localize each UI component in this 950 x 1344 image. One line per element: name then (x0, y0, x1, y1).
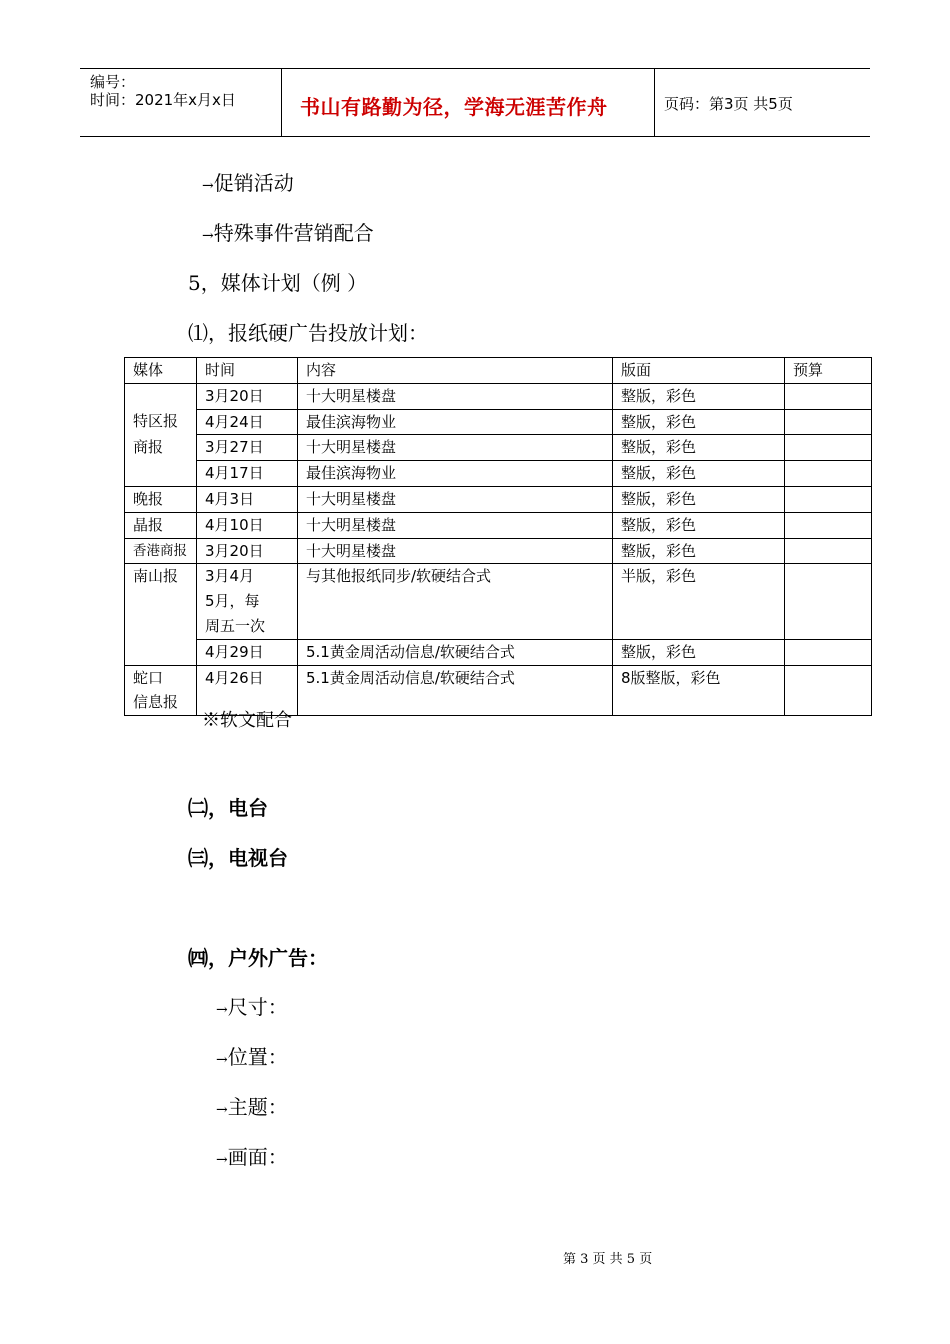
col-header-budget: 预算 (785, 358, 872, 384)
arrow-icon: → (216, 1002, 228, 1018)
time-label: 时间：2021年x月x日 (90, 91, 236, 109)
media-cell: 蛇口 信息报 (125, 665, 197, 716)
budget-cell (785, 461, 872, 487)
content-cell: 5.1黄金周活动信息/软硬结合式 (298, 639, 613, 665)
content-cell: 十大明星楼盘 (298, 538, 613, 564)
time-cell: 4月10日 (197, 512, 298, 538)
layout-cell: 整版，彩色 (613, 486, 785, 512)
content-cell: 十大明星楼盘 (298, 383, 613, 409)
arrow-icon: → (216, 1102, 228, 1118)
header-divider-2 (654, 68, 655, 136)
time-cell: 3月20日 (197, 383, 298, 409)
col-header-time: 时间 (197, 358, 298, 384)
time-cell: 3月27日 (197, 435, 298, 461)
table-row (125, 564, 872, 639)
content-cell: 5.1黄金周活动信息/软硬结合式 (298, 665, 613, 716)
theme-item: →主题： (216, 1095, 288, 1119)
media-cell (125, 383, 197, 409)
promo-item: →促销活动 (202, 171, 294, 195)
table-row (125, 512, 872, 538)
layout-cell: 整版，彩色 (613, 639, 785, 665)
layout-cell: 整版，彩色 (613, 538, 785, 564)
time-cell: 4月29日 (197, 639, 298, 665)
col-header-media: 媒体 (125, 358, 197, 384)
time-cell: 4月24日 (197, 409, 298, 435)
content-cell: 十大明星楼盘 (298, 512, 613, 538)
time-cell: 4月17日 (197, 461, 298, 487)
content-cell: 十大明星楼盘 (298, 486, 613, 512)
soft-note: ※软文配合 (202, 710, 292, 731)
col-header-content: 内容 (298, 358, 613, 384)
newspaper-plan-table (124, 357, 872, 716)
arrow-icon: → (216, 1152, 228, 1168)
layout-cell: 整版，彩色 (613, 409, 785, 435)
budget-cell (785, 383, 872, 409)
arrow-icon: → (202, 178, 214, 194)
table-row (125, 435, 872, 461)
time-cell: 4月3日 (197, 486, 298, 512)
layout-cell: 整版，彩色 (613, 461, 785, 487)
header-top-rule (80, 68, 870, 69)
media-cell (125, 639, 197, 665)
layout-cell: 整版，彩色 (613, 512, 785, 538)
visual-item: →画面： (216, 1145, 288, 1169)
table-row (125, 461, 872, 487)
layout-cell: 整版，彩色 (613, 435, 785, 461)
table-row (125, 383, 872, 409)
table-row (125, 486, 872, 512)
layout-cell: 半版，彩色 (613, 564, 785, 639)
page-footer: 第 3 页 共 5 页 (563, 1252, 653, 1267)
media-cell: 晶报 (125, 512, 197, 538)
header-page-info: 页码：第3页 共5页 (664, 95, 793, 113)
tv-heading: ㈢，电视台 (188, 846, 288, 870)
budget-cell (785, 665, 872, 716)
time-cell: 4月26日 (197, 665, 298, 716)
table-row (125, 538, 872, 564)
header-motto: 书山有路勤为径，学海无涯苦作舟 (300, 95, 608, 119)
budget-cell (785, 639, 872, 665)
header-divider-1 (281, 68, 282, 136)
media-cell: 南山报 (125, 564, 197, 639)
radio-heading: ㈡，电台 (188, 796, 268, 820)
content-cell: 与其他报纸同步/软硬结合式 (298, 564, 613, 639)
time-cell: 3月4月 5月，每 周五一次 (197, 564, 298, 639)
time-cell: 3月20日 (197, 538, 298, 564)
content-cell: 十大明星楼盘 (298, 435, 613, 461)
table-header-row (125, 358, 872, 384)
budget-cell (785, 409, 872, 435)
arrow-icon: → (216, 1052, 228, 1068)
header-bottom-rule (80, 136, 870, 137)
budget-cell (785, 435, 872, 461)
size-item: →尺寸： (216, 995, 288, 1019)
table-row (125, 409, 872, 435)
layout-cell: 整版，彩色 (613, 383, 785, 409)
media-cell: 商报 (125, 435, 197, 461)
position-item: →位置： (216, 1045, 288, 1069)
media-cell: 特区报 (125, 409, 197, 435)
budget-cell (785, 512, 872, 538)
table-row (125, 639, 872, 665)
special-event-item: →特殊事件营销配合 (202, 221, 374, 245)
content-cell: 最佳滨海物业 (298, 409, 613, 435)
budget-cell (785, 538, 872, 564)
media-cell: 晚报 (125, 486, 197, 512)
content-cell: 最佳滨海物业 (298, 461, 613, 487)
media-plan-heading: 5，媒体计划（例 ） (188, 271, 368, 295)
media-cell (125, 461, 197, 487)
outdoor-heading: ㈣，户外广告： (188, 946, 328, 970)
layout-cell: 8版整版，彩色 (613, 665, 785, 716)
col-header-layout: 版面 (613, 358, 785, 384)
newspaper-heading: ⑴，报纸硬广告投放计划： (188, 321, 428, 345)
budget-cell (785, 486, 872, 512)
arrow-icon: → (202, 228, 214, 244)
budget-cell (785, 564, 872, 639)
media-cell: 香港商报 (125, 538, 197, 564)
serial-label: 编号： (90, 73, 136, 91)
